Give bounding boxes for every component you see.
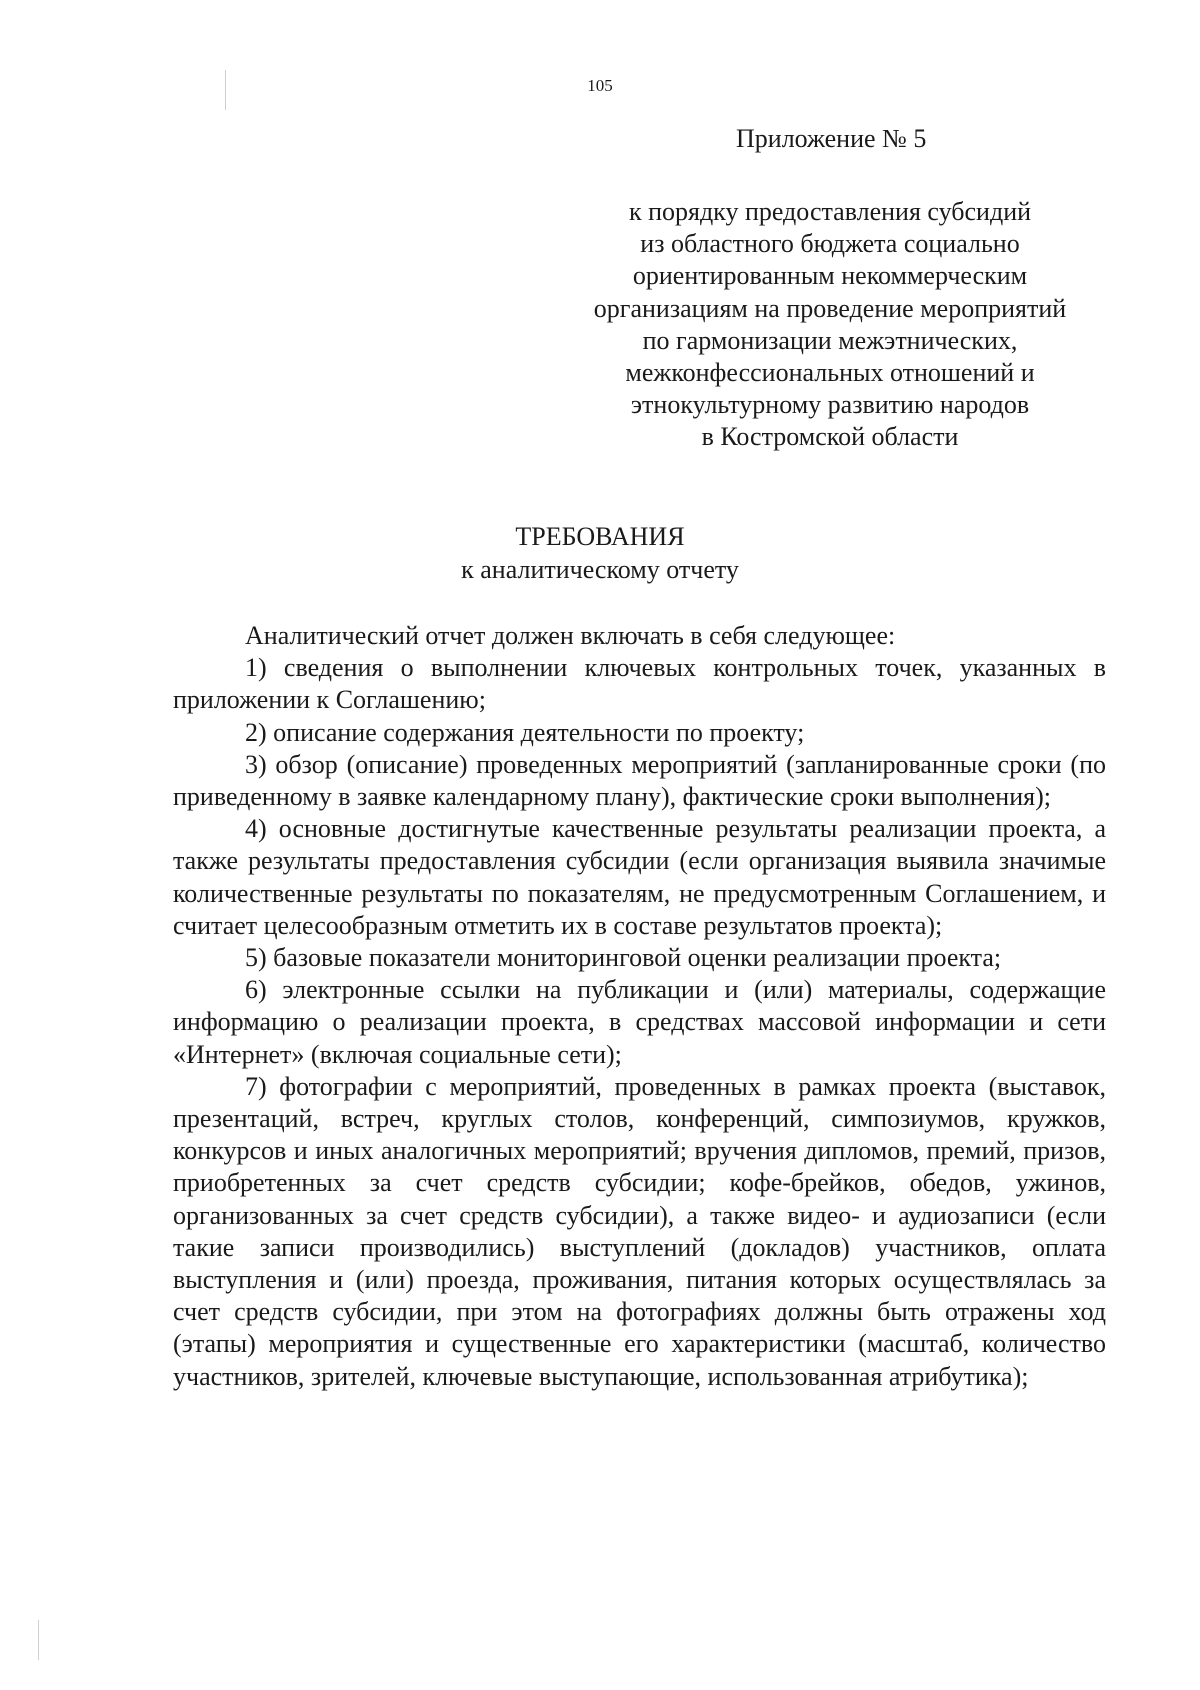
document-body xyxy=(173,620,1106,1393)
appendix-subtitle-line: из областного бюджета социально xyxy=(640,229,1020,259)
appendix-subtitle-line: в Костромской области xyxy=(701,422,959,452)
appendix-subtitle-line: организациям на проведение мероприятий xyxy=(593,293,1067,323)
appendix-subtitle-line: этнокультурному развитию народов xyxy=(630,390,1030,420)
document-heading: ТРЕБОВАНИЯ xyxy=(515,522,685,551)
page-number: 105 xyxy=(587,76,613,95)
appendix-subtitle-line: к порядку предоставления субсидий xyxy=(628,197,1032,226)
appendix-subtitle-line: по гармонизации межэтнических, xyxy=(642,325,1018,355)
body-paragraph-item-3: 3) обзор (описание) проведенных мероприятий (запланированные сроки (по приведенному в заявке календарному плану), фактические сроки выполнения); xyxy=(173,749,1106,812)
appendix-subtitle xyxy=(570,196,1090,454)
body-paragraph-item-7: 7) фотографии с мероприятий, проведенных в рамках проекта (выставок, презентаций, встреч, круглых столов, конференций, симпозиумов, кружков, конкурсов и иных аналогичных мероприятий; вручения дипломов, премий, призов, приобретенных за счет средств субсидии; кофе-брейков, обедов, ужинов, организованных за счет средств субсидии), а также видео- и аудиозаписи (если такие записи производились) выступлений (докладов) участников, оплата выступления и (или) проезда, проживания, питания которых осуществлялась за счет средств субсидии, при этом на фотографиях должны быть отражены ход (этапы) мероприятия и существенные его характеристики (масштаб, количество участников, зрителей, ключевые выступающие, использованная атрибутика); xyxy=(173,1071,1106,1391)
body-paragraph-item-6: 6) электронные ссылки на публикации и (или) материалы, содержащие информацию о реализации проекта, в средствах массовой информации и сети «Интернет» (включая социальные сети); xyxy=(173,975,1106,1069)
body-paragraph-item-5: 5) базовые показатели мониторинговой оценки реализации проекта; xyxy=(245,943,1002,973)
body-paragraph-item-2: 2) описание содержания деятельности по проекту; xyxy=(245,717,805,747)
scan-artifact xyxy=(38,1620,39,1660)
body-paragraph-item-1: 1) сведения о выполнении ключевых контрольных точек, указанных в приложении к Соглашению; xyxy=(173,653,1106,715)
body-paragraph-item-4: 4) основные достигнутые качественные результаты реализации проекта, а также результаты предоставления субсидии (если организация выявила значимые количественные результаты по показателям, не предусмотренным Соглашением, и считает целесообразным отметить их в составе результатов проекта); xyxy=(173,814,1106,940)
body-paragraph-intro: Аналитический отчет должен включать в себя следующее: xyxy=(245,621,896,650)
appendix-subtitle-line: ориентированным некоммерческим xyxy=(632,261,1028,291)
appendix-title: Приложение № 5 xyxy=(736,124,927,153)
appendix-subtitle-line: межконфессиональных отношений и xyxy=(625,358,1035,388)
document-subheading: к аналитическому отчету xyxy=(461,555,739,584)
